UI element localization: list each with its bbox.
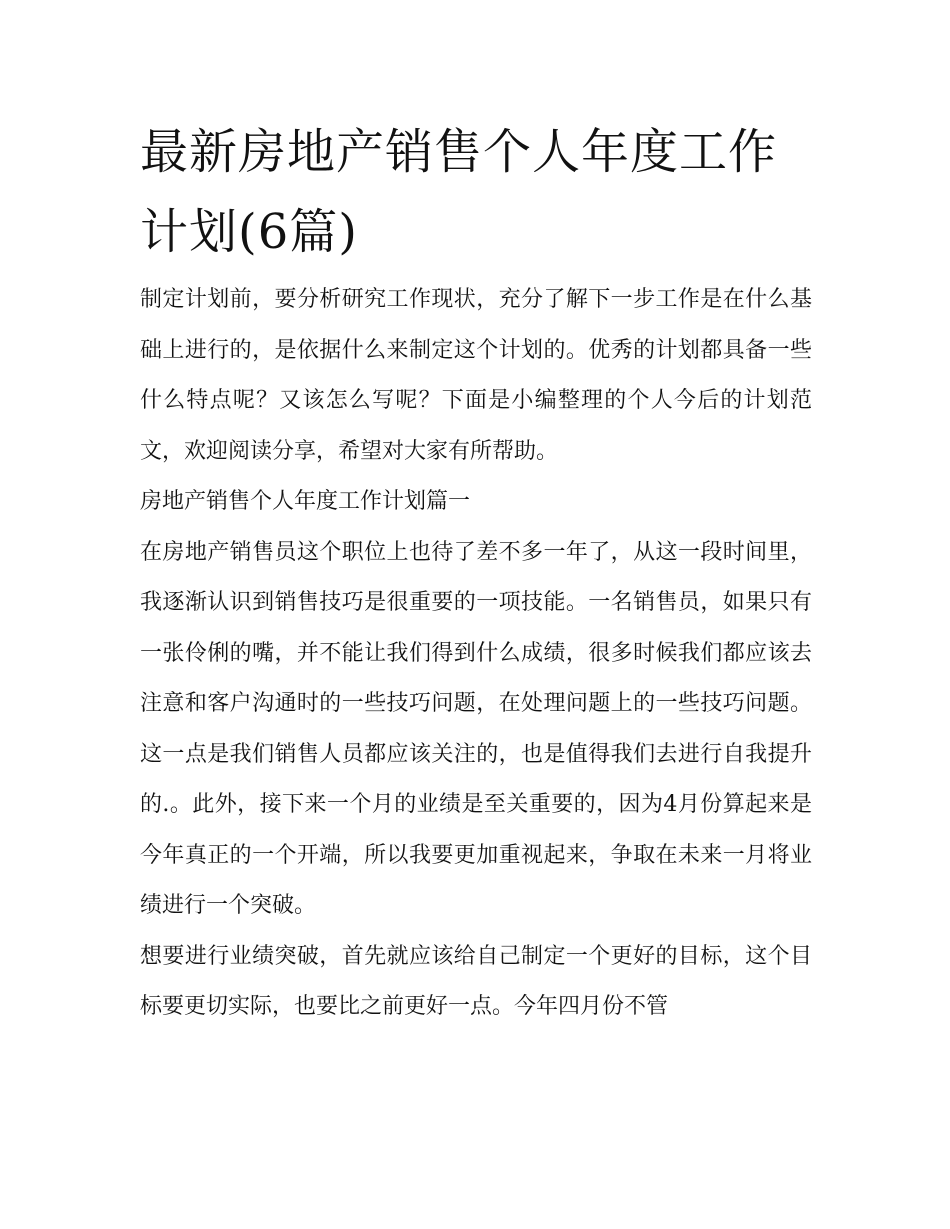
section-heading: 房地产销售个人年度工作计划篇一 xyxy=(140,489,471,514)
document-title: 最新房地产销售个人年度工作计划(6篇) xyxy=(140,124,778,260)
intro-paragraph: 制定计划前，要分析研究工作现状，充分了解下一步工作是在什么基础上进行的，是依据什么来制定这个计划的。优秀的计划都具备一些什么特点呢？又该怎么写呢？下面是小编整理的个人今后的计划范文，欢迎阅读分享，希望对大家有所帮助。 xyxy=(140,287,812,464)
document-body xyxy=(140,275,812,1033)
body-paragraph: 想要进行业绩突破，首先就应该给自己制定一个更好的目标，这个目标要更切实际，也要比之前更好一点。今年四月份不管 xyxy=(140,943,812,1019)
body-paragraph: 在房地产销售员这个职位上也待了差不多一年了，从这一段时间里，我逐渐认识到销售技巧是很重要的一项技能。一名销售员，如果只有一张伶俐的嘴，并不能让我们得到什么成绩，很多时候我们都应该去注意和客户沟通时的一些技巧问题，在处理问题上的一些技巧问题。这一点是我们销售人员都应该关注的，也是值得我们去进行自我提升的.。此外，接下来一个月的业绩是至关重要的，因为4月份算起来是今年真正的一个开端，所以我要更加重视起来，争取在未来一月将业绩进行一个突破。 xyxy=(140,539,812,918)
